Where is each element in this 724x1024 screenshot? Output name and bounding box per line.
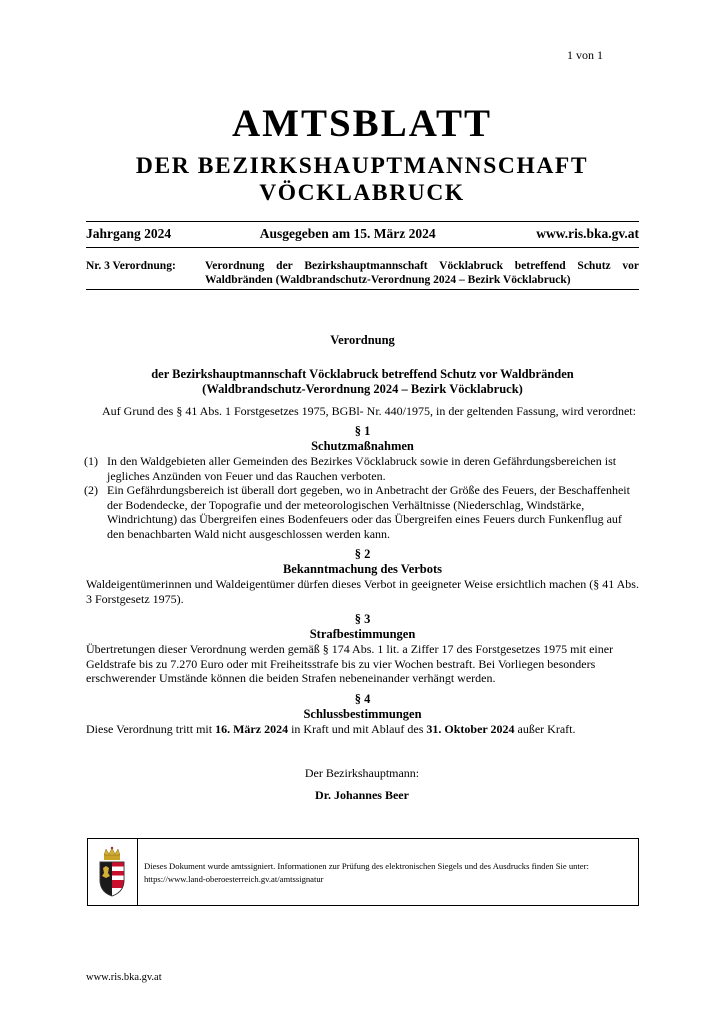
issue-line bbox=[86, 226, 639, 242]
document-title: Verordnung bbox=[330, 333, 395, 347]
rule-mid bbox=[86, 247, 639, 248]
rule-bottom bbox=[86, 289, 639, 290]
section-1-heading: Schutzmaßnahmen bbox=[311, 439, 414, 453]
document-subtitle-2: (Waldbrandschutz-Verordnung 2024 – Bezirk Vöcklabruck) bbox=[202, 381, 523, 396]
issue-number-block bbox=[86, 259, 639, 287]
rule-top bbox=[86, 221, 639, 222]
section-3-heading: Strafbestimmungen bbox=[309, 627, 416, 641]
issue-url: www.ris.bka.gv.at bbox=[536, 226, 639, 241]
section-4-text-c: außer Kraft. bbox=[514, 721, 576, 736]
issue-number-text: Verordnung der Bezirkshauptmannschaft Vöcklabruck betreffend Schutz vor Waldbränden (Waldbrandschutz-Verordnung 2024 – Bezirk Vöcklabruck) bbox=[205, 260, 639, 286]
date-start: 16. März 2024 bbox=[215, 721, 289, 736]
footer-url: www.ris.bka.gv.at bbox=[86, 972, 162, 983]
coat-of-arms-icon bbox=[96, 846, 128, 898]
list-item bbox=[84, 483, 639, 541]
section-4-heading: Schlussbestimmungen bbox=[303, 706, 422, 721]
gazette-title: AMTSBLATT bbox=[232, 102, 492, 145]
signatory-role: Der Bezirkshauptmann: bbox=[304, 766, 420, 780]
section-4-text bbox=[86, 722, 639, 737]
intro-text: Auf Grund des § 41 Abs. 1 Forstgesetzes 1975, BGBl- Nr. 440/1975, in der geltenden Fassung, wird verordnet: bbox=[102, 403, 636, 418]
section-3-number: § 3 bbox=[354, 612, 371, 626]
issue-year: Jahrgang 2024 bbox=[86, 226, 172, 241]
document-subtitle-1: der Bezirkshauptmannschaft Vöcklabruck betreffend Schutz vor Waldbränden bbox=[151, 366, 574, 381]
section-4-number: § 4 bbox=[354, 691, 371, 706]
section-2-number: § 2 bbox=[354, 547, 371, 561]
section-2-heading: Bekanntmachung des Verbots bbox=[282, 562, 443, 576]
date-end: 31. Oktober 2024 bbox=[426, 721, 515, 736]
section-1-number: § 1 bbox=[354, 424, 371, 438]
section-2-text: Waldeigentümerinnen und Waldeigentümer dürfen dieses Verbot in geeigneter Weise ersichtlich machen (§ 41 Abs. 3 Forstgesetz 1975). bbox=[86, 577, 639, 606]
item-text: Ein Gefährdungsbereich ist überall dort gegeben, wo in Anbetracht der Größe des Feuers, der Beschaffenheit der Bodendecke, der Topografie und der meteorologischen Verhältnisse (Niederschlag, Windstärke, Windrichtung) das Übergreifen eines Bodenfeuers oder das Übergreifen eines Feuers durch Funkenflug auf den benachbarten Wald nicht ausgeschlossen werden kann. bbox=[107, 483, 630, 541]
seal-divider bbox=[137, 839, 138, 905]
item-number: (2) bbox=[84, 483, 98, 497]
section-4-text-a: Diese Verordnung tritt mit bbox=[86, 721, 216, 736]
masthead bbox=[0, 101, 724, 207]
gazette-subtitle-2: VÖCKLABRUCK bbox=[259, 180, 465, 206]
list-item bbox=[84, 454, 639, 483]
seal-box bbox=[87, 838, 639, 906]
issue-number-label: Nr. 3 Verordnung: bbox=[86, 260, 176, 272]
signature-block bbox=[0, 766, 724, 802]
page-number: 1 von 1 bbox=[567, 48, 603, 62]
section-3-text: Übertretungen dieser Verordnung werden gemäß § 174 Abs. 1 lit. a Ziffer 17 des Forstgesetzes 1975 mit einer Geldstrafe bis zu 7.270 Euro oder mit Freiheitsstrafe bis zu vier Wochen bestraft. Bei Vorliegen besonders erschwerender Umstände können die beiden Strafen nebeneinander verhängt werden. bbox=[86, 642, 614, 685]
gazette-subtitle-1: DER BEZIRKSHAUPTMANNSCHAFT bbox=[135, 153, 589, 179]
section-4-text-b: in Kraft und mit Ablauf des bbox=[288, 721, 427, 736]
seal-text: Dieses Dokument wurde amtssigniert. Informationen zur Prüfung des elektronischen Siegels und des Ausdrucks finden Sie unter: https://www.land-oberoesterreich.gv.at/amtssignatur bbox=[144, 861, 589, 884]
item-number: (1) bbox=[84, 454, 98, 468]
regulation-body bbox=[86, 333, 639, 736]
issue-date: Ausgegeben am 15. März 2024 bbox=[259, 226, 436, 241]
signatory-name: Dr. Johannes Beer bbox=[315, 788, 409, 802]
item-text: In den Waldgebieten aller Gemeinden des Bezirkes Vöcklabruck sowie in deren Gefährdungsbereichen ist jegliches Anzünden von Feuer und das Rauchen verboten. bbox=[107, 454, 617, 483]
